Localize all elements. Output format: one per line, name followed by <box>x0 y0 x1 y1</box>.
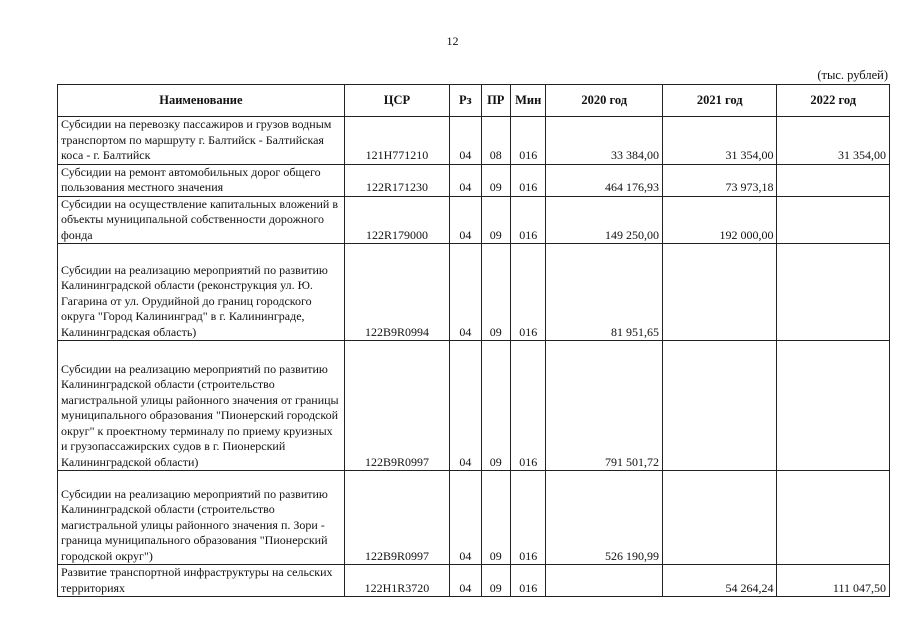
row-2021 <box>662 471 777 565</box>
row-2020: 526 190,99 <box>546 471 663 565</box>
row-min: 016 <box>510 244 545 341</box>
row-2022 <box>777 164 890 196</box>
table-row <box>58 164 890 196</box>
header-row <box>58 85 890 117</box>
table-row <box>58 565 890 597</box>
row-2022: 31 354,00 <box>777 117 890 165</box>
row-csr: 122R179000 <box>344 196 449 244</box>
row-rz: 04 <box>450 341 481 471</box>
row-min: 016 <box>510 164 545 196</box>
row-rz: 04 <box>450 117 481 165</box>
row-rz: 04 <box>450 244 481 341</box>
row-2020: 149 250,00 <box>546 196 663 244</box>
row-2021 <box>662 341 777 471</box>
header-rz: Рз <box>450 85 481 117</box>
row-2022 <box>777 471 890 565</box>
row-2020: 81 951,65 <box>546 244 663 341</box>
row-2020: 33 384,00 <box>546 117 663 165</box>
row-2020: 791 501,72 <box>546 341 663 471</box>
row-csr: 122B9R0997 <box>344 471 449 565</box>
row-rz: 04 <box>450 196 481 244</box>
row-rz: 04 <box>450 164 481 196</box>
row-rz: 04 <box>450 471 481 565</box>
header-2022: 2022 год <box>777 85 890 117</box>
row-csr: 121H771210 <box>344 117 449 165</box>
header-name: Наименование <box>58 85 345 117</box>
row-2022 <box>777 341 890 471</box>
row-csr: 122B9R0997 <box>344 341 449 471</box>
row-2021 <box>662 244 777 341</box>
row-pr: 09 <box>481 244 510 341</box>
row-csr: 122R171230 <box>344 164 449 196</box>
table-row <box>58 341 890 471</box>
budget-table <box>57 84 890 597</box>
row-csr: 122B9R0994 <box>344 244 449 341</box>
row-name: Субсидии на реализацию мероприятий по развитию Калининградской области (строительство магистральной улицы районного значения от границы муниципального образования "Пионерский городской округ" к проектному терминалу по приему круизных и грузопассажирских судов в г. Пионерский Калининградской области) <box>58 341 345 471</box>
row-rz: 04 <box>450 565 481 597</box>
row-name: Субсидии на реализацию мероприятий по развитию Калининградской области (строительство магистральной улицы районного значения п. Зори - граница муниципального образования "Пионерский городской округ") <box>58 471 345 565</box>
row-name: Развитие транспортной инфраструктуры на сельских территориях <box>58 565 345 597</box>
row-min: 016 <box>510 117 545 165</box>
row-pr: 09 <box>481 196 510 244</box>
table-row <box>58 196 890 244</box>
row-min: 016 <box>510 196 545 244</box>
row-pr: 09 <box>481 164 510 196</box>
header-2020: 2020 год <box>546 85 663 117</box>
row-pr: 09 <box>481 341 510 471</box>
row-name: Субсидии на перевозку пассажиров и грузов водным транспортом по маршруту г. Балтийск - Балтийская коса - г. Балтийск <box>58 117 345 165</box>
row-2022: 111 047,50 <box>777 565 890 597</box>
row-2020: 464 176,93 <box>546 164 663 196</box>
row-2022 <box>777 244 890 341</box>
row-csr: 122H1R3720 <box>344 565 449 597</box>
header-min: Мин <box>510 85 545 117</box>
row-name: Субсидии на ремонт автомобильных дорог общего пользования местного значения <box>58 164 345 196</box>
row-pr: 08 <box>481 117 510 165</box>
table-row <box>58 244 890 341</box>
row-2021: 73 973,18 <box>662 164 777 196</box>
row-min: 016 <box>510 471 545 565</box>
header-pr: ПР <box>481 85 510 117</box>
row-pr: 09 <box>481 565 510 597</box>
row-2022 <box>777 196 890 244</box>
unit-note: (тыс. рублей) <box>817 68 888 82</box>
row-pr: 09 <box>481 471 510 565</box>
row-2020 <box>546 565 663 597</box>
header-2021: 2021 год <box>662 85 777 117</box>
row-name: Субсидии на реализацию мероприятий по развитию Калининградской области (реконструкция ул. Ю. Гагарина от ул. Орудийной до границ городского округа "Город Калининград" в г. Калининграде, Калининградская область) <box>58 244 345 341</box>
page-number: 12 <box>446 34 459 48</box>
row-2021: 31 354,00 <box>662 117 777 165</box>
header-csr: ЦСР <box>344 85 449 117</box>
table-row <box>58 117 890 165</box>
row-2021: 192 000,00 <box>662 196 777 244</box>
row-min: 016 <box>510 341 545 471</box>
row-2021: 54 264,24 <box>662 565 777 597</box>
table-row <box>58 471 890 565</box>
row-name: Субсидии на осуществление капитальных вложений в объекты муниципальной собственности дорожного фонда <box>58 196 345 244</box>
row-min: 016 <box>510 565 545 597</box>
